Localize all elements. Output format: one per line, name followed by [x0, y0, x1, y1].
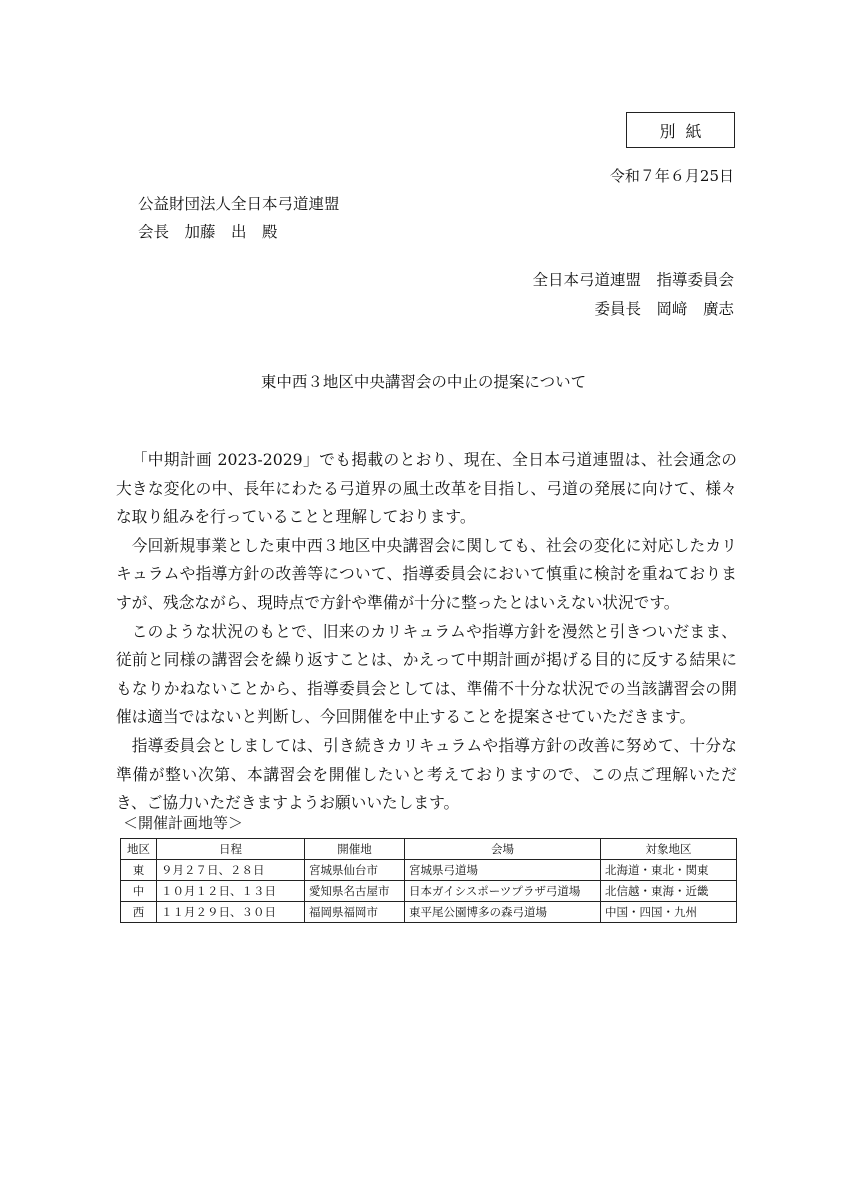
cell-venue: 宮城県弓道場 — [405, 860, 601, 881]
header-city: 開催地 — [305, 839, 405, 860]
header-venue: 会場 — [405, 839, 601, 860]
sender-block — [532, 266, 734, 324]
cell-target-region: 北海道・東北・関東 — [601, 860, 737, 881]
cell-schedule: １１月２９日、３０日 — [157, 902, 305, 923]
table-row — [121, 902, 737, 923]
addressee-block — [138, 190, 340, 246]
cell-target-region: 中国・四国・九州 — [601, 902, 737, 923]
header-schedule: 日程 — [157, 839, 305, 860]
addressee-org: 公益財団法人全日本弓道連盟 — [138, 195, 340, 213]
document-title: 東中西３地区中央講習会の中止の提案について — [260, 373, 587, 391]
body-paragraph: 「中期計画 2023-2029」でも掲載のとおり、現在、全日本弓道連盟は、社会通念の大きな変化の中、長年にわたる弓道界の風土改革を目指し、弓道の発展に向けて、様々な取り組みを行っていることと理解しております。 — [116, 450, 737, 527]
cell-district: 東 — [121, 860, 157, 881]
body-paragraph: 今回新規事業とした東中西３地区中央講習会に関しても、社会の変化に対応したカリキュラムや指導方針の改善等について、指導委員会において慎重に検討を重ねておりますが、残念ながら、現時点で方針や準備が十分に整ったとはいえない状況です。 — [116, 535, 737, 612]
cell-schedule: ９月２７日、２８日 — [157, 860, 305, 881]
table-header-row — [121, 839, 737, 860]
cell-city: 福岡県福岡市 — [305, 902, 405, 923]
sender-person: 委員長 岡﨑 廣志 — [594, 300, 734, 318]
cell-schedule: １０月１２日、１３日 — [157, 881, 305, 902]
attachment-label-box — [626, 112, 735, 148]
table-row — [121, 881, 737, 902]
body-paragraph: このような状況のもとで、旧来のカリキュラムや指導方針を漫然と引きついだまま、従前と同様の講習会を繰り返すことは、かえって中期計画が掲げる目的に反する結果にもなりかねないことから、指導委員会としては、準備不十分な状況での当該講習会の開催は適当ではないと判断し、今回開催を中止することを提案させていただきます。 — [116, 621, 737, 727]
body-paragraph: 指導委員会としましては、引き続きカリキュラムや指導方針の改善に努めて、十分な準備が整い次第、本講習会を開催したいと考えておりますので、この点ご理解いただき、ご協力いただきますようお願いいたします。 — [116, 735, 737, 813]
cell-target-region: 北信越・東海・近畿 — [601, 881, 737, 902]
cell-district: 中 — [121, 881, 157, 902]
cell-city: 愛知県名古屋市 — [305, 881, 405, 902]
header-district: 地区 — [121, 839, 157, 860]
header-target-region: 対象地区 — [601, 839, 737, 860]
cell-venue: 東平尾公園博多の森弓道場 — [405, 902, 601, 923]
attachment-label: 別紙 — [659, 121, 712, 141]
cell-venue: 日本ガイシスポーツプラザ弓道場 — [405, 881, 601, 902]
addressee-person: 会長 加藤 出 殿 — [138, 223, 278, 241]
table-caption: ＜開催計画地等＞ — [123, 814, 244, 832]
document-date: 令和７年６月25日 — [609, 167, 734, 185]
schedule-table — [120, 838, 737, 923]
cell-district: 西 — [121, 902, 157, 923]
cell-city: 宮城県仙台市 — [305, 860, 405, 881]
table-row — [121, 860, 737, 881]
document-body — [116, 446, 737, 818]
sender-org: 全日本弓道連盟 指導委員会 — [532, 271, 734, 289]
